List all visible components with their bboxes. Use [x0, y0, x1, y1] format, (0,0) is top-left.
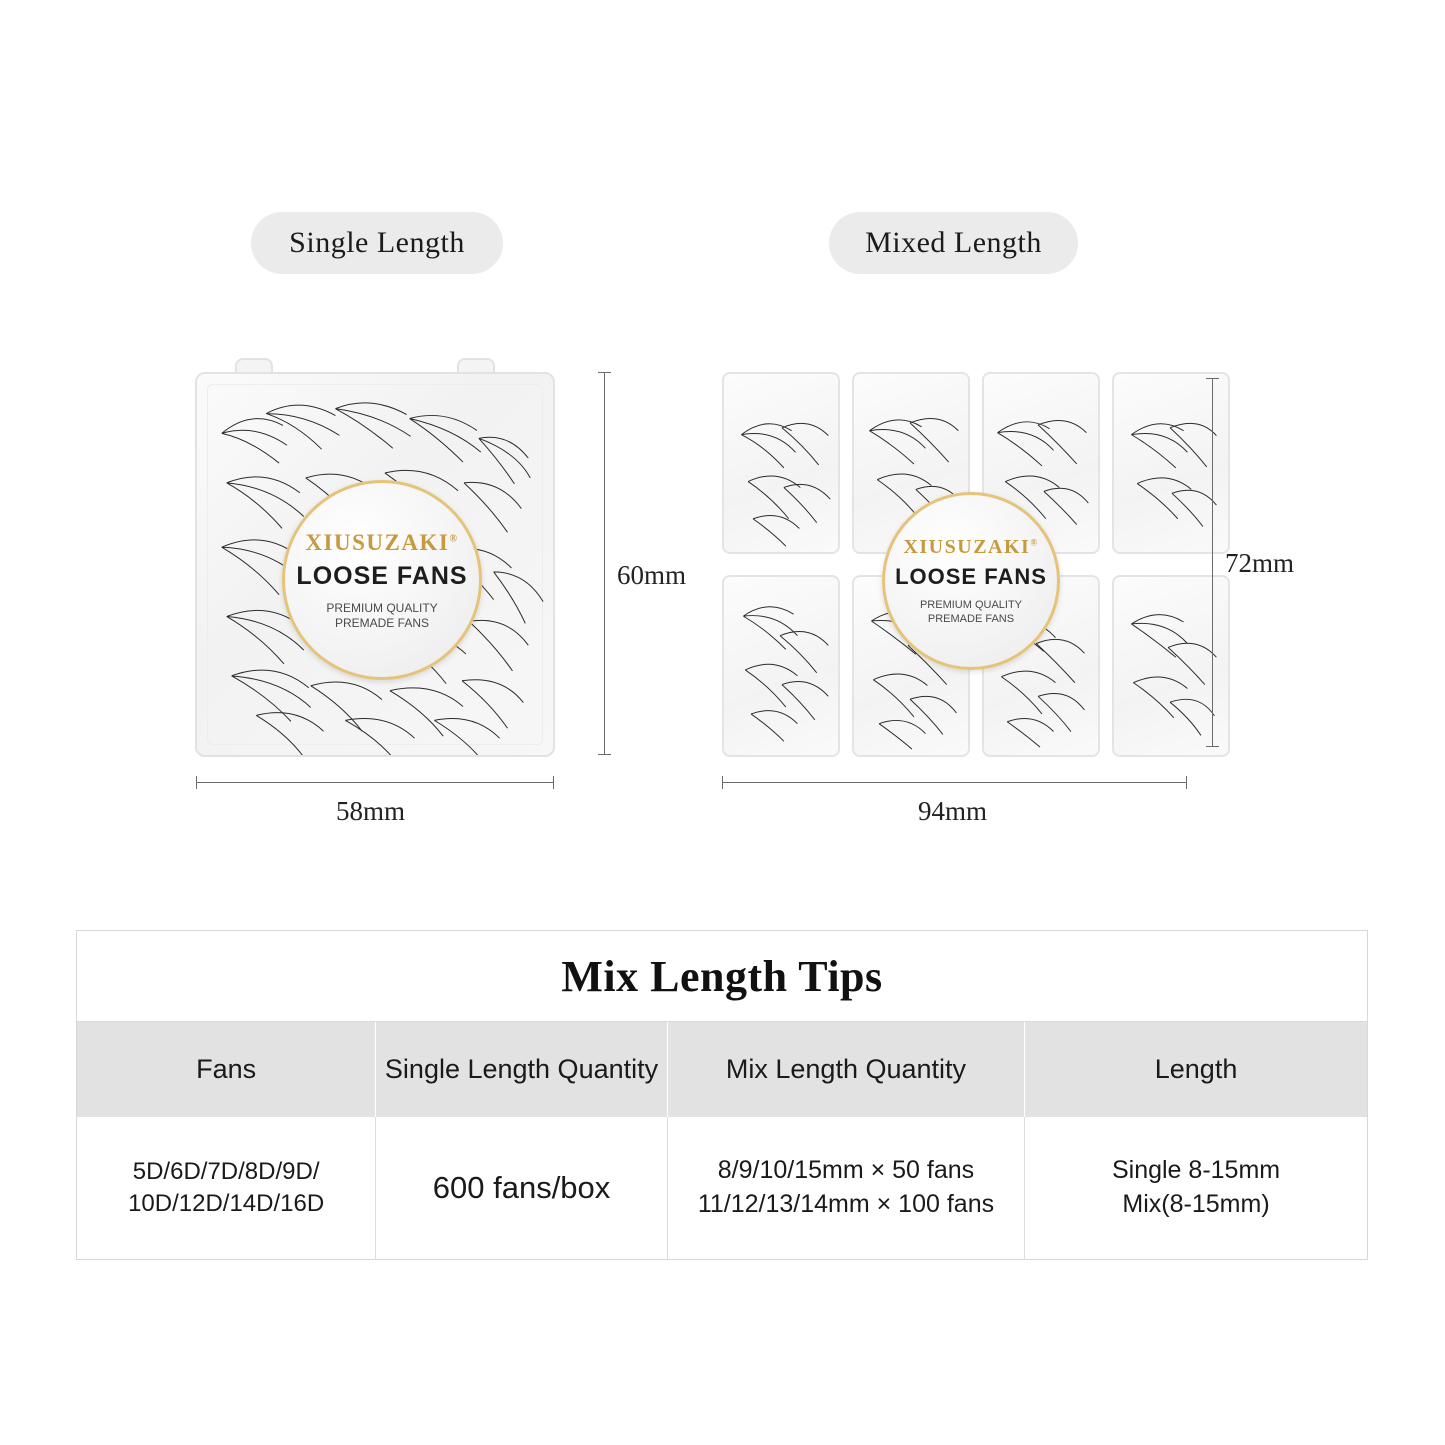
mixed-height-dimension-line [1212, 378, 1213, 746]
single-width-dimension-line [196, 782, 554, 783]
cell-mix-line-2: 11/12/13/14mm × 100 fans [697, 1190, 995, 1218]
brand-sub-line-2: PREMADE FANS [334, 615, 429, 630]
mixed-length-pill-label: Mixed Length [865, 226, 1042, 259]
single-length-pill-label: Single Length [289, 226, 465, 259]
lash-fans-illustration [724, 374, 838, 552]
lash-fans-illustration [1114, 374, 1228, 552]
table-title: Mix Length Tips [561, 951, 883, 1001]
cell-length-line-1: Single 8-15mm [1111, 1156, 1281, 1185]
single-height-dimension-line [604, 372, 605, 754]
single-height-cap-top [598, 372, 611, 373]
single-width-label: 58mm [336, 796, 406, 826]
cell-mix-line-1: 8/9/10/15mm × 50 fans [717, 1156, 975, 1185]
mixed-width-cap-right [1186, 776, 1187, 789]
brand-sub-text [326, 601, 437, 631]
single-width-cap-left [196, 776, 197, 789]
brand-sub-line-2: PREMADE FANS [927, 612, 1015, 625]
table-header-row [77, 1021, 1367, 1117]
lash-fans-illustration [724, 577, 838, 755]
cell-length [1025, 1117, 1367, 1259]
single-length-pill [251, 212, 503, 274]
table-row [77, 1117, 1367, 1259]
cell-fans-line-1: 5D/6D/7D/8D/9D/ [132, 1157, 320, 1185]
tray-column-1 [722, 372, 840, 757]
mixed-height-cap-top [1206, 378, 1219, 379]
mixed-width-cap-left [722, 776, 723, 789]
tray-cell [722, 372, 840, 554]
brand-sub-text [920, 599, 1022, 627]
cell-single-quantity: 600 fans/box [376, 1117, 668, 1259]
mixed-height-cap-bottom [1206, 746, 1219, 747]
cell-mix-quantity [668, 1117, 1025, 1259]
mixed-height-label: 72mm [1225, 548, 1295, 578]
lash-fans-illustration [1114, 577, 1228, 755]
brand-name: XIUSUZAKI® [903, 535, 1039, 558]
brand-sub-line-1: PREMIUM QUALITY [326, 600, 438, 615]
single-width-cap-right [553, 776, 554, 789]
registered-mark: ® [1030, 537, 1039, 548]
mixed-width-label: 94mm [918, 796, 988, 826]
tray-cell [722, 575, 840, 757]
single-length-product [195, 352, 625, 822]
column-header-fans: Fans [77, 1022, 376, 1117]
brand-sub-line-1: PREMIUM QUALITY [919, 598, 1023, 611]
column-header-mix-length-quantity: Mix Length Quantity [668, 1022, 1025, 1117]
single-height-label: 60mm [617, 560, 687, 590]
mixed-length-product [712, 352, 1302, 822]
cell-fans [77, 1117, 376, 1259]
cell-fans-line-2: 10D/12D/14D/16D [128, 1190, 325, 1217]
brand-label-mixed [882, 492, 1060, 670]
registered-mark: ® [449, 532, 459, 544]
product-line-name: LOOSE FANS [296, 561, 468, 590]
single-height-cap-bottom [598, 754, 611, 755]
column-header-single-length-quantity: Single Length Quantity [376, 1022, 668, 1117]
mixed-length-pill [829, 212, 1078, 274]
brand-name: XIUSUZAKI® [305, 529, 459, 555]
brand-label-single [282, 480, 482, 680]
mix-length-tips-table [76, 930, 1368, 1260]
product-line-name: LOOSE FANS [895, 563, 1047, 589]
column-header-length: Length [1154, 1054, 1238, 1085]
cell-length-line-2: Mix(8-15mm) [1122, 1190, 1270, 1218]
mixed-width-dimension-line [722, 782, 1187, 783]
